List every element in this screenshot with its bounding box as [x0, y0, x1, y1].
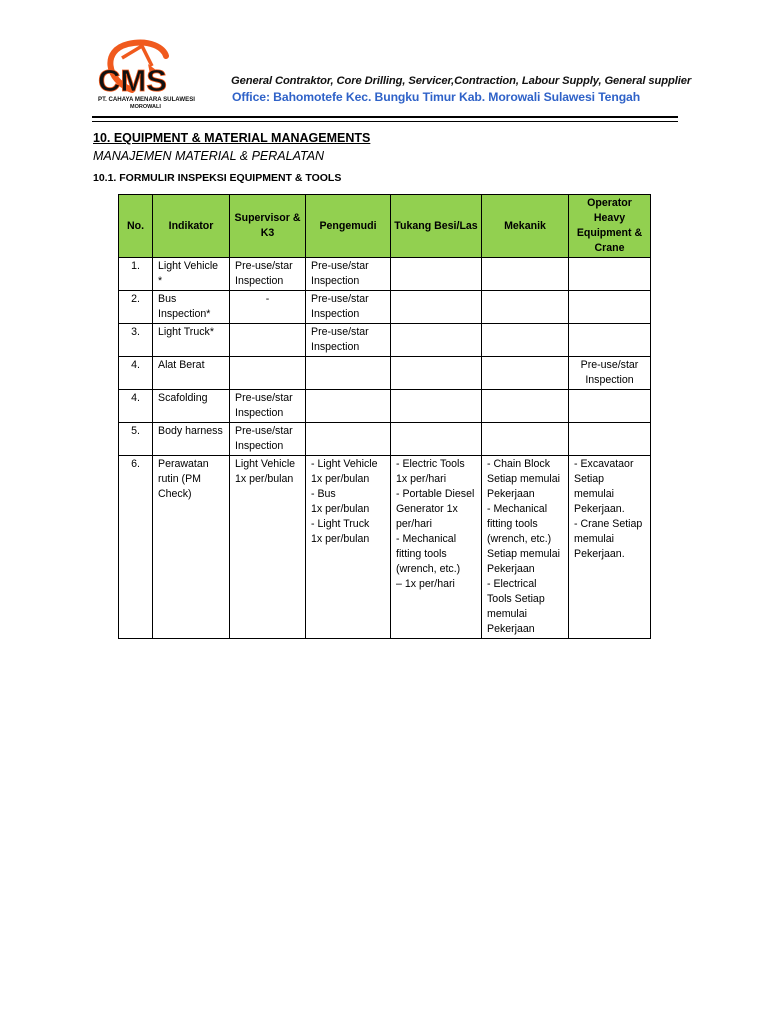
- column-header-tukang: Tukang Besi/Las: [391, 195, 482, 258]
- table-row: [119, 390, 651, 423]
- table-cell: [391, 423, 482, 456]
- table-cell: 3.: [119, 324, 153, 357]
- column-header-pengemudi: Pengemudi: [306, 195, 391, 258]
- table-cell: [569, 291, 651, 324]
- table-cell: Scafolding: [153, 390, 230, 423]
- header-divider-thick: [92, 116, 678, 118]
- table-cell: [482, 423, 569, 456]
- table-cell: Pre-use/star Inspection: [306, 291, 391, 324]
- table-cell: - Chain Block Setiap memulai Pekerjaan - Mechanical fitting tools (wrench, etc.) Setiap memulai Pekerjaan - Electrical Tools Setiap memulai Pekerjaan: [482, 456, 569, 639]
- header-divider-thin: [92, 121, 678, 122]
- table-cell: [306, 357, 391, 390]
- table-cell: 4.: [119, 357, 153, 390]
- table-cell: -: [230, 291, 306, 324]
- logo-location: MOROWALI: [130, 104, 161, 110]
- letterhead: [0, 0, 768, 130]
- table-row: [119, 291, 651, 324]
- table-row: [119, 258, 651, 291]
- table-cell: [230, 357, 306, 390]
- table-cell: Pre-use/star Inspection: [230, 390, 306, 423]
- column-header-indikator: Indikator: [153, 195, 230, 258]
- table-cell: [391, 291, 482, 324]
- table-cell: [482, 357, 569, 390]
- table-cell: Pre-use/star Inspection: [569, 357, 651, 390]
- table-cell: [230, 324, 306, 357]
- table-row: [119, 357, 651, 390]
- table-cell: [391, 357, 482, 390]
- company-tagline: General Contraktor, Core Drilling, Servicer,Contraction, Labour Supply, General supplier: [231, 75, 692, 87]
- table-cell: [306, 390, 391, 423]
- company-logo: [92, 36, 210, 120]
- column-header-mekanik: Mekanik: [482, 195, 569, 258]
- table-header-row: [119, 195, 651, 258]
- table-cell: Light Vehicle 1x per/bulan: [230, 456, 306, 639]
- table-cell: [569, 423, 651, 456]
- table-cell: [482, 390, 569, 423]
- table-cell: 4.: [119, 390, 153, 423]
- logo-company-name: PT. CAHAYA MENARA SULAWESI: [98, 96, 195, 103]
- office-address: Office: Bahomotefe Kec. Bungku Timur Kab. Morowali Sulawesi Tengah: [232, 90, 641, 104]
- column-header-no: No.: [119, 195, 153, 258]
- table-row: [119, 456, 651, 639]
- table-cell: Pre-use/star Inspection: [306, 324, 391, 357]
- table-cell: Light Vehicle *: [153, 258, 230, 291]
- table-cell: [391, 324, 482, 357]
- table-cell: Bus Inspection*: [153, 291, 230, 324]
- subsection-title: 10.1. FORMULIR INSPEKSI EQUIPMENT & TOOLS: [93, 172, 342, 184]
- table-cell: [482, 258, 569, 291]
- table-cell: - Light Vehicle 1x per/bulan - Bus 1x per/bulan - Light Truck 1x per/bulan: [306, 456, 391, 639]
- table-cell: 2.: [119, 291, 153, 324]
- table-row: [119, 423, 651, 456]
- table-cell: [569, 258, 651, 291]
- logo-graphic: [92, 36, 210, 120]
- table-cell: Perawatan rutin (PM Check): [153, 456, 230, 639]
- table-cell: [482, 291, 569, 324]
- table-cell: [482, 324, 569, 357]
- table-cell: [306, 423, 391, 456]
- table-cell: Pre-use/star Inspection: [230, 423, 306, 456]
- table-cell: 1.: [119, 258, 153, 291]
- column-header-supervisor: Supervisor & K3: [230, 195, 306, 258]
- table-cell: Alat Berat: [153, 357, 230, 390]
- table-cell: Light Truck*: [153, 324, 230, 357]
- table-cell: Body harness: [153, 423, 230, 456]
- inspection-table: [118, 194, 651, 639]
- logo-letters: CMS: [98, 63, 167, 98]
- table-cell: [569, 324, 651, 357]
- section-subtitle: MANAJEMEN MATERIAL & PERALATAN: [93, 149, 325, 163]
- column-header-operator: Operator Heavy Equipment & Crane: [569, 195, 651, 258]
- table-cell: [391, 258, 482, 291]
- table-cell: - Excavataor Setiap memulai Pekerjaan. - Crane Setiap memulai Pekerjaan.: [569, 456, 651, 639]
- section-title: 10. EQUIPMENT & MATERIAL MANAGEMENTS: [93, 131, 371, 145]
- table-cell: [391, 390, 482, 423]
- table-cell: 5.: [119, 423, 153, 456]
- table-row: [119, 324, 651, 357]
- table-cell: Pre-use/star Inspection: [230, 258, 306, 291]
- table-cell: Pre-use/star Inspection: [306, 258, 391, 291]
- table-cell: - Electric Tools 1x per/hari - Portable Diesel Generator 1x per/hari - Mechanical fitting tools (wrench, etc.) – 1x per/hari: [391, 456, 482, 639]
- table-cell: 6.: [119, 456, 153, 639]
- table-cell: [569, 390, 651, 423]
